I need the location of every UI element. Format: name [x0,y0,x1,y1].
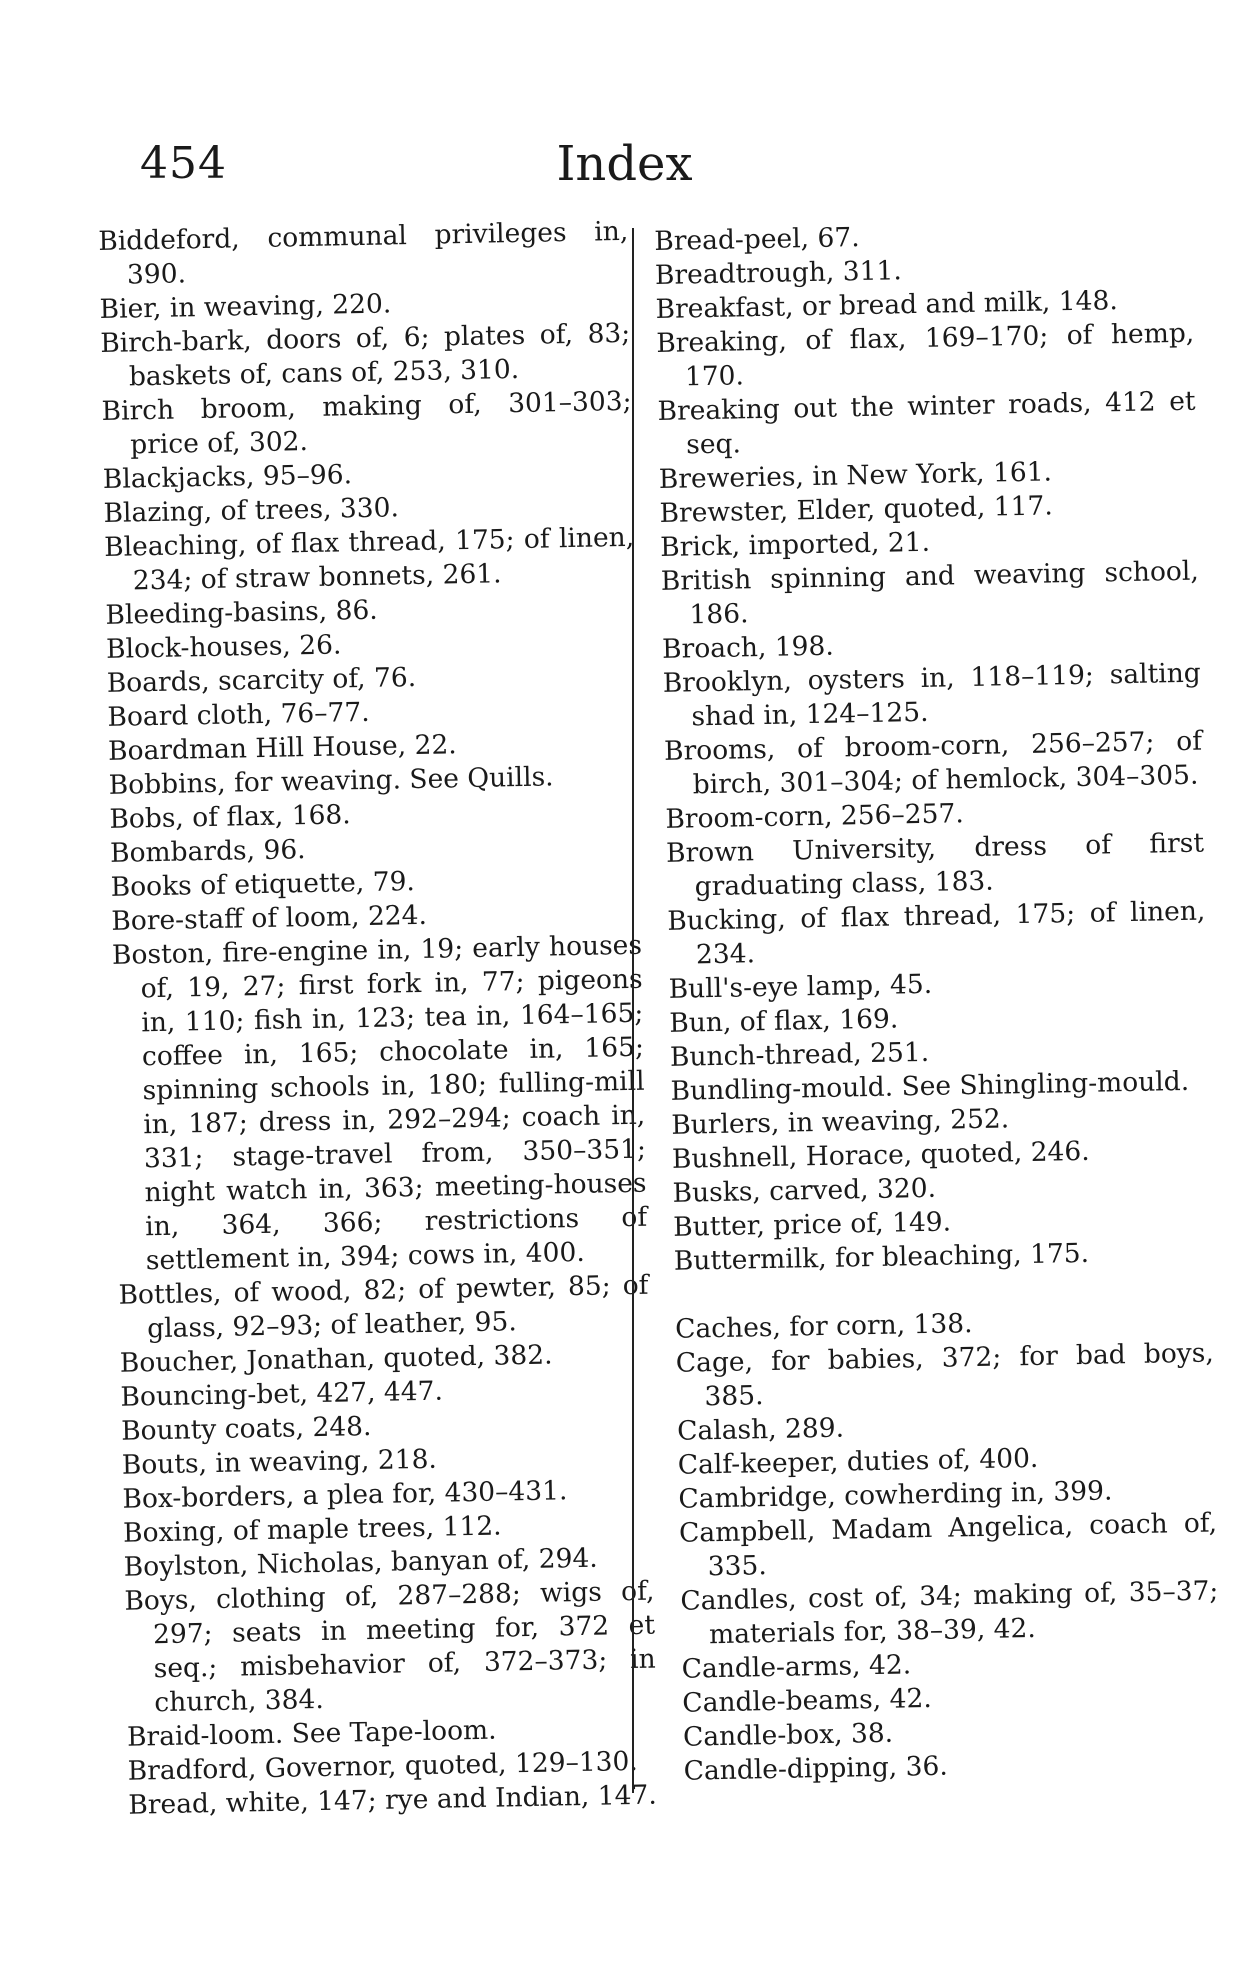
index-entry: Brown University, dress of first graduating class, 183. [665,827,1205,903]
index-entry: Candle-box, 38. [682,1717,894,1753]
index-entry: Bread, white, 147; rye and Indian, 147. [128,1779,658,1821]
index-entry: Blackjacks, 95–96. [102,459,353,495]
index-entry: Bleeding-basins, 86. [105,594,378,631]
index-entry: Boys, clothing of, 287–288; wigs of, 297; seats in meeting for, 372 et seq.; misbehavior of, 372–373; in church, 384. [124,1575,656,1719]
index-entry: Bread-peel, 67. [654,222,860,257]
index-entry: Broom-corn, 256–257. [665,798,965,835]
index-entry: Bouts, in weaving, 218. [121,1443,438,1481]
index-entry: Burlers, in weaving, 252. [670,1103,1010,1141]
index-entry: Bradford, Governor, quoted, 129–130. [127,1745,639,1787]
index-column-right [654,215,1222,1789]
index-entry: Bobbins, for weaving. See Quills. [108,761,554,801]
index-entry: Candle-arms, 42. [681,1649,912,1685]
index-entry: Breadtrough, 311. [654,255,903,291]
page-title: Index [556,136,693,192]
column-divider [632,228,634,1793]
index-entry: Bundling-mould. See Shingling-mould. [670,1065,1190,1107]
index-entry: Boston, fire-engine in, 19; early houses of, 19, 27; first fork in, 77; pigeons in, 110; fish in, 123; tea in, 164–165; coffee in, 165; chocolate in, 165; spinning schools in, 180; fulling-mill in, 187; dress in, 292–294; coach in, 331; stage-travel from, 350–351; night watch in, 363; meeting-houses in, 364, 366; restrictions of settlement in, 394; cows in, 400. [111,929,648,1277]
index-entry: Bucking, of flax thread, 175; of linen, 234. [667,895,1206,971]
index-entry: Box-borders, a plea for, 430–431. [122,1475,568,1515]
index-entry: Candle-dipping, 36. [683,1750,949,1787]
index-column-left [98,215,659,1823]
index-entry: Bun, of flax, 169. [669,1003,899,1039]
index-entry: Calash, 289. [676,1412,845,1447]
index-entry: Breaking, of flax, 169–170; of hemp, 170. [655,317,1195,393]
index-entry: Brick, imported, 21. [659,526,931,563]
index-entry: Block-houses, 26. [105,629,342,665]
index-entry: Caches, for corn, 138. [674,1308,973,1345]
index-entry: Candle-beams, 42. [682,1682,933,1719]
index-entry: Boylston, Nicholas, banyan of, 294. [123,1542,598,1583]
index-entry: Bull's-eye lamp, 45. [668,968,933,1005]
index-entry: Birch broom, making of, 301–303; price of, 302. [101,385,632,461]
index-entry: Bouncing-bet, 427, 447. [120,1375,444,1413]
index-entry: Brewster, Elder, quoted, 117. [659,490,1054,529]
index-entry: Buttermilk, for bleaching, 175. [673,1237,1090,1277]
index-entry: Bunch-thread, 251. [669,1036,930,1073]
index-entry: Busks, carved, 320. [672,1172,937,1209]
index-entry: Bushnell, Horace, quoted, 246. [671,1135,1090,1175]
index-entry: Brooms, of broom-corn, 256–257; of birch, 301–304; of hemlock, 304–305. [663,725,1203,801]
index-entry: Candles, cost of, 34; making of, 35–37; materials for, 38–39, 42. [680,1575,1219,1651]
index-entry: Breweries, in New York, 161. [658,456,1053,495]
index-entry: Blazing, of trees, 330. [103,492,400,529]
page-number: 454 [140,138,227,189]
index-entry: Campbell, Madam Angelica, coach of, 335. [678,1507,1218,1583]
index-entry: Braid-loom. See Tape-loom. [126,1714,497,1753]
index-entry: Biddeford, communal privileges in, 390. [98,215,629,291]
index-entry: Books of etiquette, 79. [110,866,416,903]
index-entry: Cambridge, cowherding in, 399. [678,1475,1113,1515]
index-entry: Bier, in weaving, 220. [99,288,392,325]
index-entry: Birch-bark, doors of, 6; plates of, 83; baskets of, cans of, 253, 310. [99,317,631,393]
index-entry: Calf-keeper, duties of, 400. [677,1442,1039,1481]
index-entry: Bottles, of wood, 82; of pewter, 85; of glass, 92–93; of leather, 95. [118,1269,649,1345]
index-entry: British spinning and weaving school, 186. [660,555,1200,631]
index-entry: Broach, 198. [661,630,835,665]
index-entry: Boucher, Jonathan, quoted, 382. [119,1339,553,1379]
index-entry: Boardman Hill House, 22. [107,729,457,767]
index-entry: Breakfast, or bread and milk, 148. [655,285,1119,325]
index-entry: Board cloth, 76–77. [107,696,370,733]
index-entry: Butter, price of, 149. [672,1206,952,1243]
index-entry: Bombards, 96. [109,834,306,869]
index-entry: Bleaching, of flax thread, 175; of linen, 234; of straw bonnets, 261. [103,521,635,597]
index-entry: Bounty coats, 248. [120,1410,372,1447]
index-entry: Cage, for babies, 372; for bad boys, 385. [675,1337,1215,1413]
index-entry: Boxing, of maple trees, 112. [122,1510,502,1549]
index-entry: Brooklyn, oysters in, 118–119; salting shad in, 124–125. [662,657,1202,733]
index-entry: Bore-staff of loom, 224. [111,899,428,937]
index-entry: Boards, scarcity of, 76. [106,661,417,699]
index-entry: Breaking out the winter roads, 412 et seq. [657,385,1196,461]
index-entry: Bobs, of flax, 168. [109,799,351,835]
